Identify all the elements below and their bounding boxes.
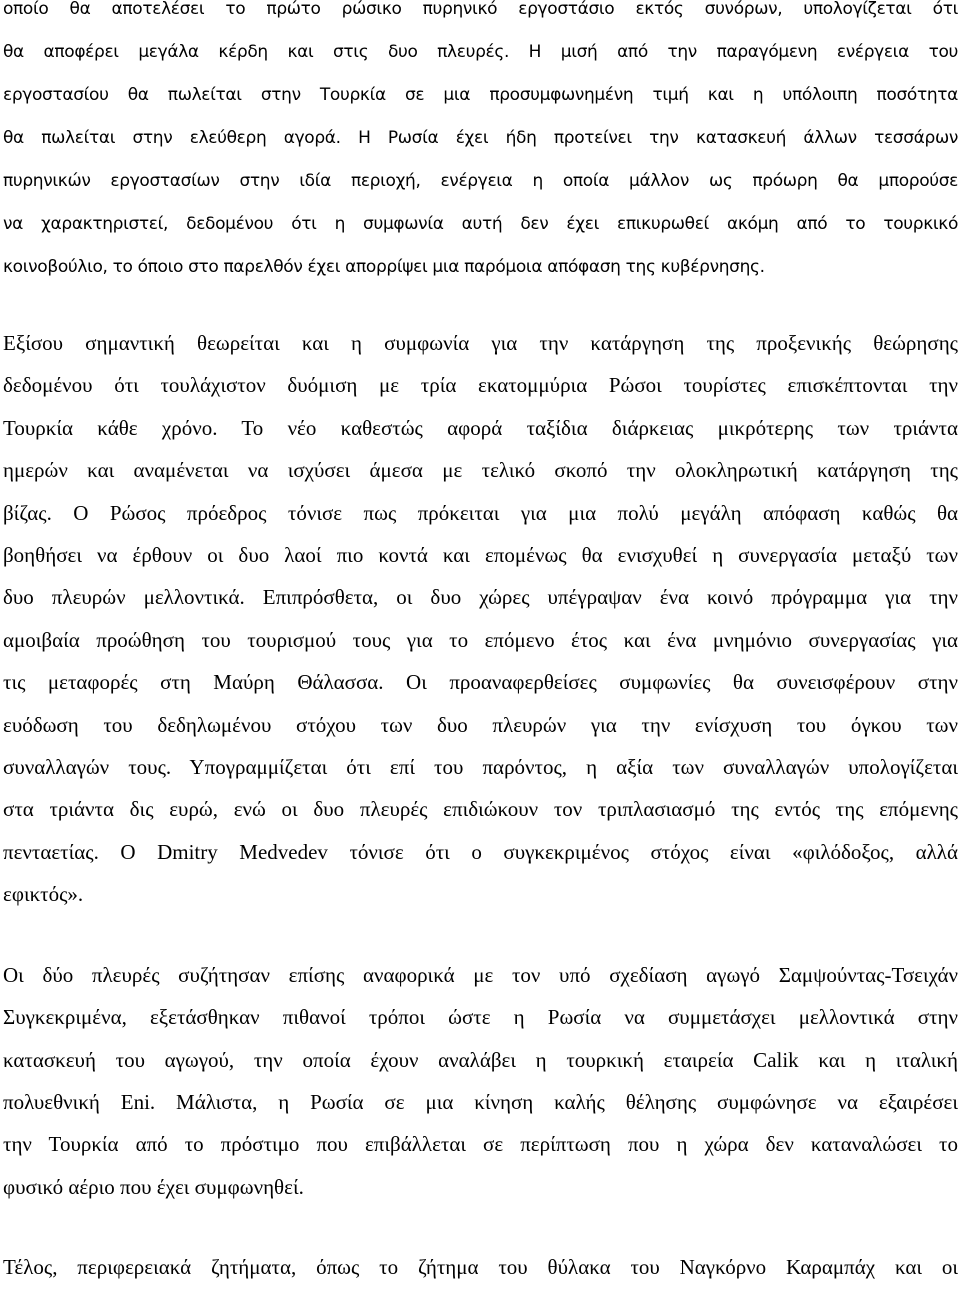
text-line: βίζας. Ο Ρώσος πρόεδρος τόνισε πως πρόκειται για μια πολύ μεγάλη απόφαση καθώς θα <box>3 500 958 525</box>
text-line: βοηθήσει να έρθουν οι δυο λαοί πιο κοντά και επομένως θα ενισχυθεί η συνεργασία μεταξύ των <box>3 543 958 568</box>
text-line: πενταετίας. Ο Dmitry Medvedev τόνισε ότι ο συγκεκριμένος στόχος είναι «φιλόδοξος, αλλά <box>3 839 958 864</box>
text-line: φυσικό αέριο που έχει συμφωνηθεί. <box>3 1174 304 1199</box>
text-line: πυρηνικών εργοστασίων στην ιδία περιοχή, ενέργεια η οποία μάλλον ως πρόωρη θα μπορούσε <box>3 171 958 191</box>
text-line: Τουρκία κάθε χρόνο. Το νέο καθεστώς αφορά ταξίδια διάρκειας μικρότερης των τριάντα <box>3 415 958 440</box>
text-line: θα αποφέρει μεγάλα κέρδη και στις δυο πλευρές. Η μισή από την παραγόμενη ενέργεια του <box>3 42 958 62</box>
text-line: Εξίσου σημαντική θεωρείται και η συμφωνία για την κατάργηση της προξενικής θεώρησης <box>3 331 958 355</box>
text-line: κατασκευή του αγωγού, την οποία έχουν αναλάβει η τουρκική εταιρεία Calik και η ιταλική <box>3 1047 958 1072</box>
text-line: θα πωλείται στην ελεύθερη αγορά. Η Ρωσία έχει ήδη προτείνει την κατασκευή άλλων τεσσάρων <box>3 128 958 148</box>
text-line: Συγκεκριμένα, εξετάσθηκαν πιθανοί τρόποι ώστε η Ρωσία να συμμετάσχει μελλοντικά στην <box>3 1005 958 1030</box>
text-line: στα τριάντα δις ευρώ, ενώ οι δυο πλευρές επιδιώκουν τον τριπλασιασμό της εντός της επόμενης <box>3 797 958 822</box>
text-line: οποίο θα αποτελέσει το πρώτο ρώσικο πυρηνικό εργοστάσιο εκτός συνόρων, υπολογίζεται ότι <box>3 0 958 19</box>
text-line: εφικτός». <box>3 882 84 907</box>
text-line: την Τουρκία από το πρόστιμο που επιβάλλεται σε περίπτωση που η χώρα δεν καταναλώσει το <box>3 1132 958 1157</box>
paragraph-visa-agreement <box>3 322 958 916</box>
paragraph-nuclear-plant <box>3 0 958 289</box>
text-line: εργοστασίου θα πωλείται στην Τουρκία σε μια προσυμφωνημένη τιμή και η υπόλοιπη ποσότητα <box>3 85 958 105</box>
text-line: τις μεταφορές στη Μαύρη Θάλασσα. Οι προαναφερθείσες συμφωνίες θα συνεισφέρουν στην <box>3 670 958 695</box>
paragraph-pipeline-intro <box>3 954 958 996</box>
text-line: συναλλαγών τους. Υπογραμμίζεται ότι επί του παρόντος, η αξία των συναλλαγών υπολογίζεται <box>3 755 958 780</box>
text-line: ευόδωση του δεδηλωμένου στόχου των δυο πλευρών για την ενίσχυση του όγκου των <box>3 712 958 737</box>
paragraph-regional-issues <box>3 1246 958 1288</box>
text-line: Τέλος, περιφερειακά ζητήματα, όπως το ζήτημα του θύλακα του Ναγκόρνο Καραμπάχ και οι <box>3 1255 958 1280</box>
paragraph-pipeline-details <box>3 996 958 1208</box>
text-line: δυο πλευρών μελλοντικά. Επιπρόσθετα, οι δυο χώρες υπέγραψαν ένα κοινό πρόγραμμα για την <box>3 585 958 610</box>
text-line: αμοιβαία προώθηση του τουρισμού τους για το επόμενο έτος και ένα μνημόνιο συνεργασίας για <box>3 627 958 652</box>
text-line: ημερών και αναμένεται να ισχύσει άμεσα με τελικό σκοπό την ολοκληρωτική κατάργηση της <box>3 458 958 483</box>
text-line: δεδομένου ότι τουλάχιστον δυόμιση με τρία εκατομμύρια Ρώσοι τουρίστες επισκέπτονται την <box>3 373 958 398</box>
text-line: πολυεθνική Eni. Μάλιστα, η Ρωσία σε μια κίνηση καλής θέλησης συμφώνησε να εξαιρέσει <box>3 1089 958 1114</box>
text-line: κοινοβούλιο, το όποιο στο παρελθόν έχει απορρίψει μια παρόμοια απόφαση της κυβέρνησης. <box>3 257 765 277</box>
text-line: να χαρακτηριστεί, δεδομένου ότι η συμφωνία αυτή δεν έχει επικυρωθεί ακόμη από το τουρκικό <box>3 214 958 234</box>
text-line: Οι δύο πλευρές συζήτησαν επίσης αναφορικά με τον υπό σχεδίαση αγωγό Σαμψούντας-Τσειχάν <box>3 962 958 987</box>
